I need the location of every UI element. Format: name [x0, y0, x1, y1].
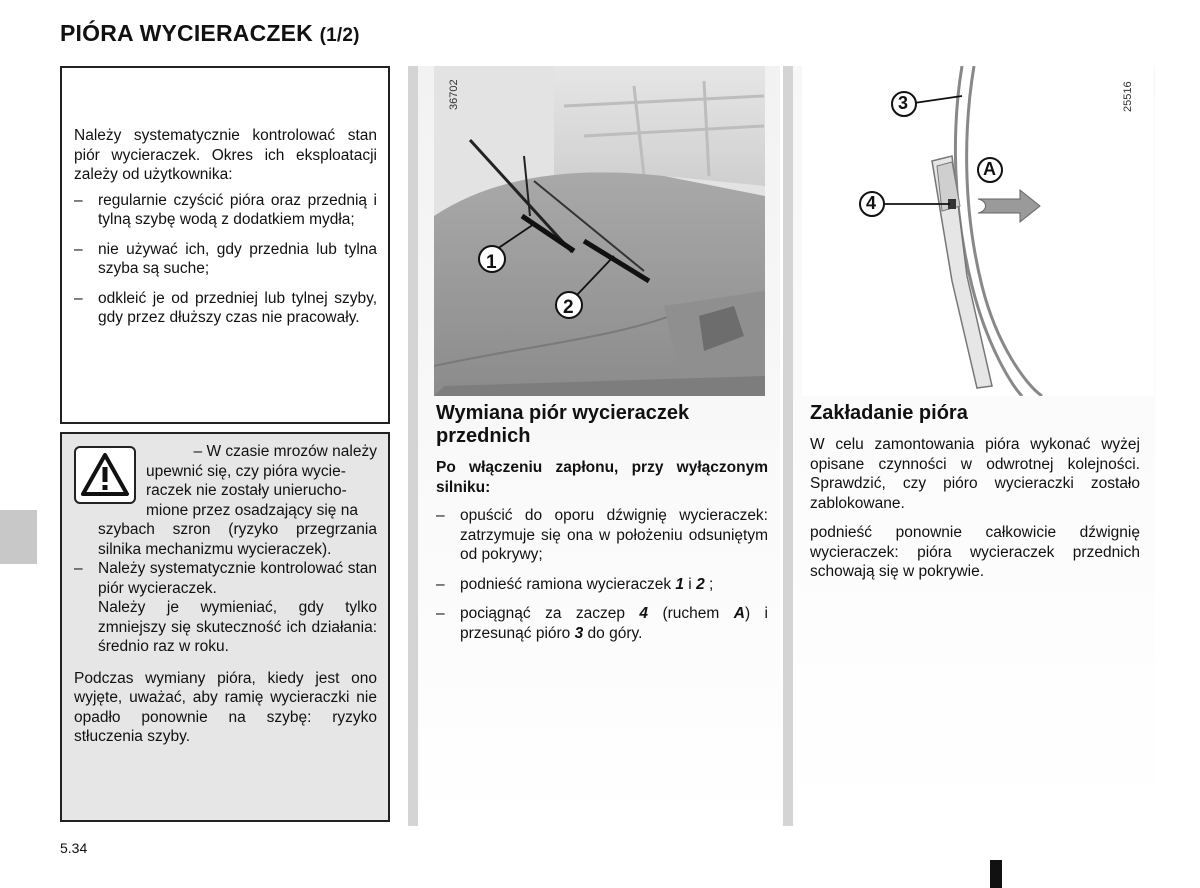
section-install-blade: [810, 402, 1140, 582]
callout-3: 3: [898, 93, 909, 113]
step-text: i: [684, 575, 697, 593]
step-text: ;: [704, 575, 714, 593]
warning-closing: Podczas wymiany pióra, kiedy jest ono wyjęte, uważać, aby ramię wycieraczki nie opadło ponownie na szybę: ryzyko stłuczenia szyby.: [74, 669, 377, 745]
section-condition: Po włączeniu zapłonu, przy wyłączonym silniku:: [436, 459, 768, 496]
warning-line: raczek nie zostały unierucho-: [146, 482, 347, 499]
figure-code: 25516: [1122, 81, 1134, 112]
figure-blade-clip: [802, 66, 1154, 396]
title-suffix: (1/2): [319, 25, 360, 46]
figure-code: 36702: [448, 79, 460, 110]
step-item: – opuścić do oporu dźwignię wycieraczek: zatrzymuje się ona w położeniu odsuniętym od pokrywy;: [436, 507, 768, 563]
title-text: PIÓRA WYCIERACZEK: [60, 20, 313, 46]
callout-a: A: [983, 159, 996, 179]
page-number: 5.34: [60, 840, 88, 856]
info-item: – odkleić je od przedniej lub tylnej szyby, gdy przez dłuższy czas nie pracowały.: [74, 289, 377, 326]
warning-item: – Należy systematycznie kontrolować stan piór wycieraczek.: [74, 560, 377, 597]
install-paragraph: podnieść ponownie całkowicie dźwignię wycieraczek: pióra wycieraczek przednich schowają się w pokrywie.: [810, 524, 1140, 580]
page-title: [60, 20, 360, 47]
callout-2: 2: [563, 297, 574, 318]
info-item: – nie używać ich, gdy przednia lub tylna szyba są suche;: [74, 240, 377, 277]
warning-box: [60, 432, 390, 822]
callout-1: 1: [486, 252, 497, 273]
section-replace-blades: [436, 402, 768, 653]
thumb-index-mark: [990, 860, 1002, 888]
step-text: (ruchem: [648, 605, 734, 622]
step-text: ) i przesunąć pióro: [460, 605, 768, 642]
info-box: [60, 66, 390, 424]
step-text: podnieść ramiona wycieraczek: [460, 575, 676, 593]
step-item: – podnieść ramiona wycieraczek 1 i 2 ;: [436, 575, 714, 593]
warning-box-content: [74, 442, 377, 747]
warning-item-continued: Należy je wymieniać, gdy tylko zmniejszy się skuteczność ich działania: średnio raz w roku.: [98, 599, 377, 655]
ref-number: 2: [696, 575, 705, 593]
ref-number: 3: [574, 624, 584, 642]
warning-continued: szybach szron (ryzyko przegrzania silnika mechanizmu wycieraczek).: [98, 521, 377, 558]
ref-letter: A: [733, 605, 745, 622]
warning-line: upewnić się, czy pióra wycie-: [146, 462, 346, 480]
info-item-text: odkleić je od przedniej lub tylnej szyby, gdy przez dłuższy czas nie pracowały.: [98, 289, 377, 326]
warning-triangle-icon: [74, 446, 136, 504]
column-divider: [783, 66, 793, 826]
warning-line: – W czasie mrozów należy: [193, 443, 377, 460]
info-intro: Należy systematycznie kontrolować stan piór wycieraczek. Okres ich eksploatacji zależy od użytkownika:: [74, 127, 377, 183]
section-tab: [0, 510, 37, 564]
figure-windshield-wipers: [434, 66, 765, 396]
callout-4: 4: [866, 193, 877, 213]
step-text: pociągnąć za zaczep: [460, 605, 640, 622]
info-item-text: regularnie czyścić pióra oraz przednią i tylną szybę wodą z dodatkiem mydła;: [98, 191, 377, 228]
warning-item-text: Należy systematycznie kontrolować stan piór wycieraczek.: [98, 560, 377, 597]
info-box-content: [74, 126, 377, 338]
windshield-illustration: [434, 66, 765, 396]
ref-number: 1: [675, 575, 684, 593]
install-paragraph: W celu zamontowania pióra wykonać wyżej opisane czynności w odwrotnej kolejności. Sprawdzić, czy pióro wycieraczki zostało zablokowane.: [810, 436, 1140, 512]
column-divider: [408, 66, 418, 826]
step-item: – pociągnąć za zaczep 4 (ruchem A) i przesunąć pióro 3 do góry.: [436, 605, 768, 642]
step-text: opuścić do oporu dźwignię wycieraczek: zatrzymuje się ona w położeniu odsuniętym od pokrywy;: [460, 507, 768, 563]
section-heading: Wymiana piór wycieraczek przednich: [436, 402, 690, 447]
step-text: do góry.: [583, 624, 643, 642]
warning-line: mione przez osadzający się na: [146, 501, 358, 519]
info-item-text: nie używać ich, gdy przednia lub tylna szyba są suche;: [98, 240, 377, 277]
ref-number: 4: [639, 605, 649, 622]
blade-clip-illustration: [802, 66, 1154, 396]
info-item: – regularnie czyścić pióra oraz przednią i tylną szybę wodą z dodatkiem mydła;: [74, 191, 377, 228]
section-heading: Zakładanie pióra: [810, 402, 968, 424]
